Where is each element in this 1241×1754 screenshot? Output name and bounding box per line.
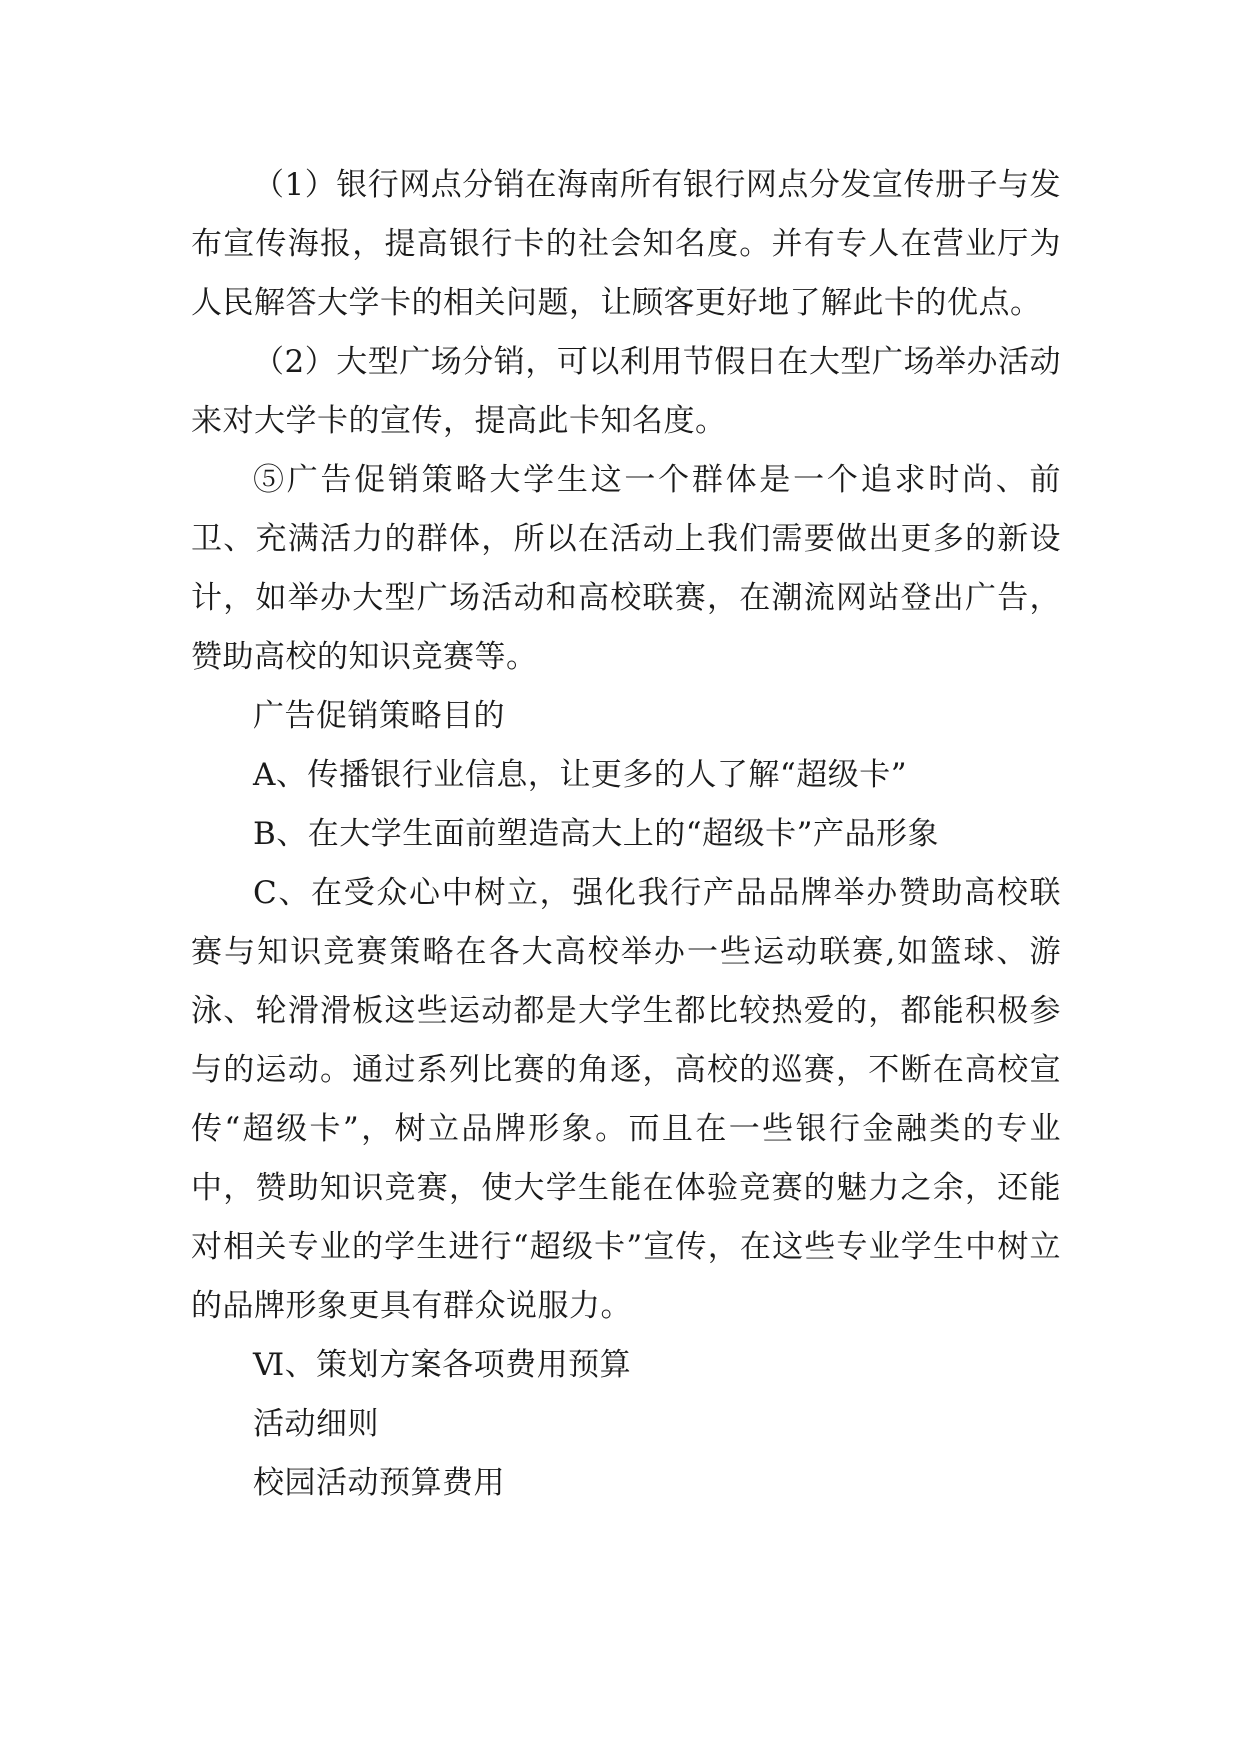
paragraph-activity-rules: 活动细则: [253, 1406, 379, 1442]
document-body: [191, 156, 1061, 1513]
paragraph-goal-c: C、在受众心中树立，强化我行产品品牌举办赞助高校联赛与知识竞赛策略在各大高校举办一些运动联赛,如篮球、游泳、轮滑滑板这些运动都是大学生都比较热爱的，都能积极参与的运动。通过系列比赛的角逐，高校的巡赛，不断在高校宣传“超级卡”，树立品牌形象。而且在一些银行金融类的专业中，赞助知识竞赛，使大学生能在体验竞赛的魅力之余，还能对相关专业的学生进行“超级卡”宣传，在这些专业学生中树立的品牌形象更具有群众说服力。: [191, 875, 1061, 1324]
paragraph-bank-outlet-distribution: （1）银行网点分销在海南所有银行网点分发宣传册子与发布宣传海报，提高银行卡的社会知名度。并有专人在营业厅为人民解答大学卡的相关问题，让顾客更好地了解此卡的优点。: [191, 167, 1061, 321]
paragraph-advertising-goal-heading: 广告促销策略目的: [253, 698, 505, 734]
paragraph-advertising-strategy: ⑤广告促销策略大学生这一个群体是一个追求时尚、前卫、充满活力的群体，所以在活动上我们需要做出更多的新设计，如举办大型广场活动和高校联赛，在潮流网站登出广告，赞助高校的知识竞赛等。: [191, 462, 1061, 675]
paragraph-plaza-distribution: （2）大型广场分销，可以利用节假日在大型广场举办活动来对大学卡的宣传，提高此卡知名度。: [191, 344, 1061, 439]
paragraph-campus-budget: 校园活动预算费用: [253, 1465, 505, 1501]
paragraph-goal-a: A、传播银行业信息，让更多的人了解“超级卡”: [253, 757, 908, 793]
section-heading-budget: Ⅵ、策划方案各项费用预算: [253, 1347, 632, 1383]
paragraph-goal-b: B、在大学生面前塑造高大上的“超级卡”产品形象: [253, 816, 939, 852]
